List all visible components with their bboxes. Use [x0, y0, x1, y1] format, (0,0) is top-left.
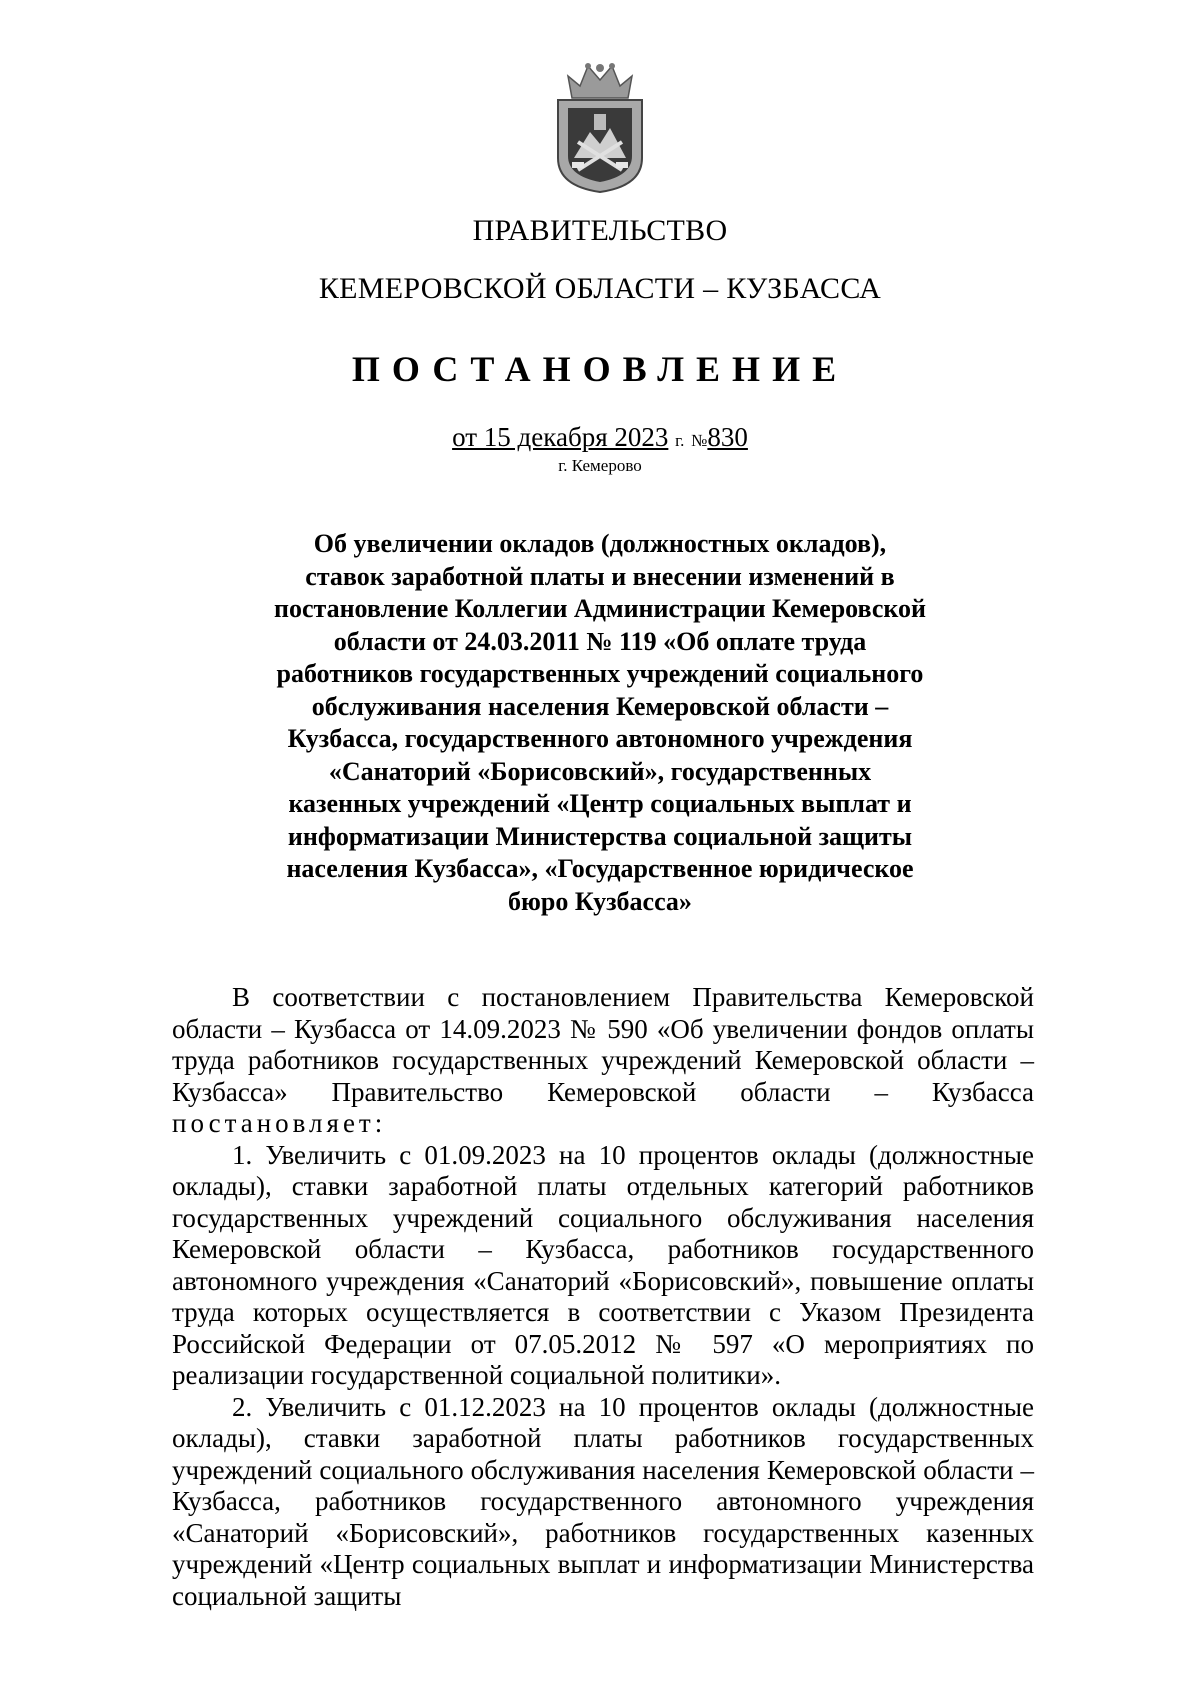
title-line: обслуживания населения Кемеровской области –	[311, 691, 889, 721]
intro-text: В соответствии с постановлением Правительства Кемеровской области – Кузбасса от 14.09.2023 № 590 «Об увеличении фондов оплаты труда работников государственных учреждений Кемеровской области – Кузбасса» Правительство Кемеровской области – Кузбасса	[172, 982, 1034, 1107]
title-line: области от 24.03.2011 № 119 «Об оплате труда	[333, 626, 867, 656]
year-suffix: г.	[675, 431, 685, 450]
paragraph-2: 2. Увеличить с 01.12.2023 на 10 процентов оклады (должностные оклады), ставки заработной платы работников государственных учреждений социального обслуживания населения Кемеровской области – Кузбасса, работников государственного автономного учреждения «Санаторий «Борисовский», работников государственных казенных учреждений «Центр социальных выплат и информатизации Министерства социальной защиты	[172, 1391, 1034, 1611]
document-date-number	[0, 422, 1200, 453]
title-line: «Санаторий «Борисовский», государственных	[328, 756, 872, 786]
document-type-title: ПОСТАНОВЛЕНИЕ	[351, 349, 849, 389]
title-line: бюро Кузбасса»	[508, 886, 692, 916]
coat-of-arms-emblem	[550, 58, 650, 193]
paragraph-1: 1. Увеличить с 01.09.2023 на 10 процентов оклады (должностные оклады), ставки заработной платы отдельных категорий работников государственных учреждений социального обслуживания населения Кемеровской области – Кузбасса, работников государственного автономного учреждения «Санаторий «Борисовский», повышение оплаты труда которых осуществляется в соответствии с Указом Президента Российской Федерации от 07.05.2012 № 597 «О мероприятиях по реализации государственной социальной политики».	[172, 1139, 1034, 1390]
title-line: ставок заработной платы и внесении изменений в	[305, 561, 895, 591]
intro-verb: постановляет:	[172, 1108, 387, 1138]
government-name-line2: КЕМЕРОВСКОЙ ОБЛАСТИ – КУЗБАССА	[318, 272, 882, 305]
title-line: работников государственных учреждений социального	[276, 659, 924, 688]
document-number: 830	[707, 422, 748, 452]
document-city: г. Кемерово	[558, 456, 642, 475]
document-body	[172, 982, 1034, 1612]
number-sign: №	[691, 431, 708, 450]
document-subject-title	[270, 528, 930, 918]
document-date: от 15 декабря 2023	[452, 422, 669, 452]
intro-paragraph	[172, 982, 1034, 1140]
title-line: казенных учреждений «Центр социальных выплат и	[288, 789, 912, 818]
title-line: населения Кузбасса», «Государственное юридическое	[286, 854, 914, 883]
title-line: Кузбасса, государственного автономного учреждения	[287, 724, 913, 753]
title-line: Об увеличении окладов (должностных окладов),	[313, 529, 887, 558]
title-line: постановление Коллегии Администрации Кемеровской	[273, 594, 927, 623]
title-line: информатизации Министерства социальной защиты	[287, 821, 913, 851]
government-name-line1: ПРАВИТЕЛЬСТВО	[472, 214, 728, 247]
